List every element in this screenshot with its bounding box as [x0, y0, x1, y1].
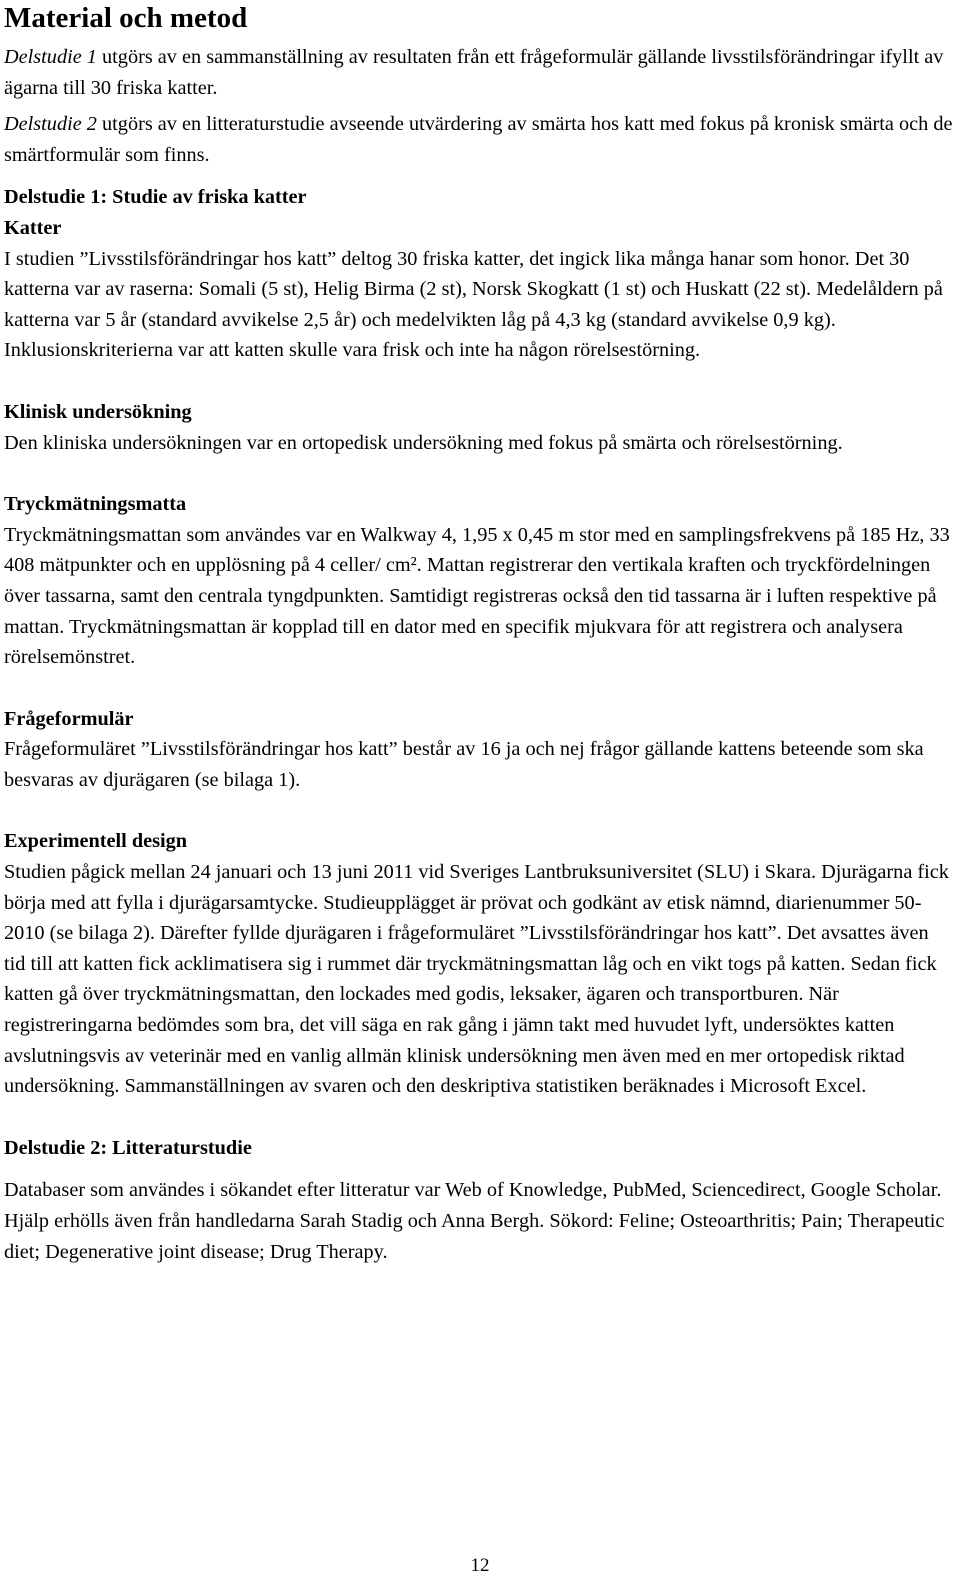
- delstudie2-heading: Delstudie 2: Litteraturstudie: [4, 1136, 252, 1159]
- intro-p1-italic: Delstudie 1: [4, 46, 97, 68]
- delstudie1-heading: Delstudie 1: Studie av friska katter: [4, 186, 307, 209]
- intro-p2-italic: Delstudie 2: [4, 113, 97, 136]
- delstudie2-paragraph: Databaser som användes i sökandet efter litteratur var Web of Knowledge, PubMed, Sciencedirect, Google Scholar. Hjälp erhölls även från handledarna Sarah Stadig och Anna Bergh. Sökord: Feline; Osteoarthritis; Pain; Therapeutic diet; Degenerative joint disease; Drug Therapy.: [4, 1179, 945, 1263]
- fragef-heading: Frågeformulär: [4, 707, 134, 730]
- intro-paragraph-1: [4, 42, 954, 103]
- fragef-paragraph: Frågeformuläret ”Livsstilsförändringar hos katt” består av 16 ja och nej frågor gällande kattens beteende som ska besvaras av djurägaren (se bilaga 1).: [4, 738, 924, 791]
- page-content: [4, 0, 954, 1267]
- exp-heading: Experimentell design: [4, 830, 188, 853]
- tryck-paragraph: Tryckmätningsmattan som användes var en Walkway 4, 1,95 x 0,45 m stor med en samplingsfrekvens på 185 Hz, 33 408 mätpunkter och en upplösning på 4 celler/ cm². Mattan registrerar den vertikala kraften och tryckfördelningen över tassarna, samt den centrala tyngdpunkten. Samtidigt registreras också den tid tassarna är i luften respektive på mattan. Tryckmätningsmattan är kopplad till en dator med en specifik mjukvara för att registrera och analysera rörelsemönstret.: [4, 523, 950, 669]
- katter-heading: Katter: [4, 216, 62, 239]
- klinisk-heading: Klinisk undersökning: [4, 400, 192, 423]
- klinisk-paragraph: Den kliniska undersökningen var en ortopedisk undersökning med fokus på smärta och rörelsestörning.: [4, 431, 843, 454]
- intro-paragraph-2: [4, 109, 954, 170]
- tryck-heading: Tryckmätningsmatta: [4, 493, 187, 516]
- intro-p1-text: utgörs av en sammanställning av resultaten från ett frågeformulär gällande livsstilsförändringar ifyllt av ägarna till 30 friska katter.: [4, 46, 944, 99]
- section-title: Material och metod: [4, 2, 248, 34]
- exp-paragraph: Studien pågick mellan 24 januari och 13 juni 2011 vid Sveriges Lantbruksuniversitet (SLU) i Skara. Djurägarna fick börja med att fylla i djurägarsamtycke. Studieupplägget är prövat och godkänt av etisk nämnd, diarienummer 50-2010 (se bilaga 2). Därefter fyllde djurägaren i frågeformuläret ”Livsstilsförändringar hos katt”. Det avsattes även tid till att katten fick acklimatisera sig i rummet där tryckmätningsmattan låg och en vikt togs på katten. Sedan fick katten gå över tryckmätningsmattan, den lockades med godis, leksaker, ägaren och transportburen. När registreringarna bedömdes som bra, det vill säga en rak gång i jämn takt med huvudet lyft, undersöktes katten avslutningsvis av veterinär med en vanlig allmän klinisk undersökning men även med en mer ortopedisk riktad undersökning. Sammanställningen av svaren och den deskriptiva statistiken beräknades i Microsoft Excel.: [4, 861, 949, 1098]
- page-number: 12: [470, 1555, 490, 1576]
- katter-paragraph: I studien ”Livsstilsförändringar hos katt” deltog 30 friska katter, det ingick lika många hanar som honor. Det 30 katterna var av raserna: Somali (5 st), Helig Birma (2 st), Norsk Skogkatt (1 st) och Huskatt (22 st). Medelåldern på katterna var 5 år (standard avvikelse 2,5 år) och medelvikten låg på 4,3 kg (standard avvikelse 0,9 kg). Inklusionskriterierna var att katten skulle vara frisk och inte ha någon rörelsestörning.: [4, 247, 943, 362]
- intro-p2-text: utgörs av en litteraturstudie avseende utvärdering av smärta hos katt med fokus på kronisk smärta och de smärtformulär som finns.: [4, 113, 953, 166]
